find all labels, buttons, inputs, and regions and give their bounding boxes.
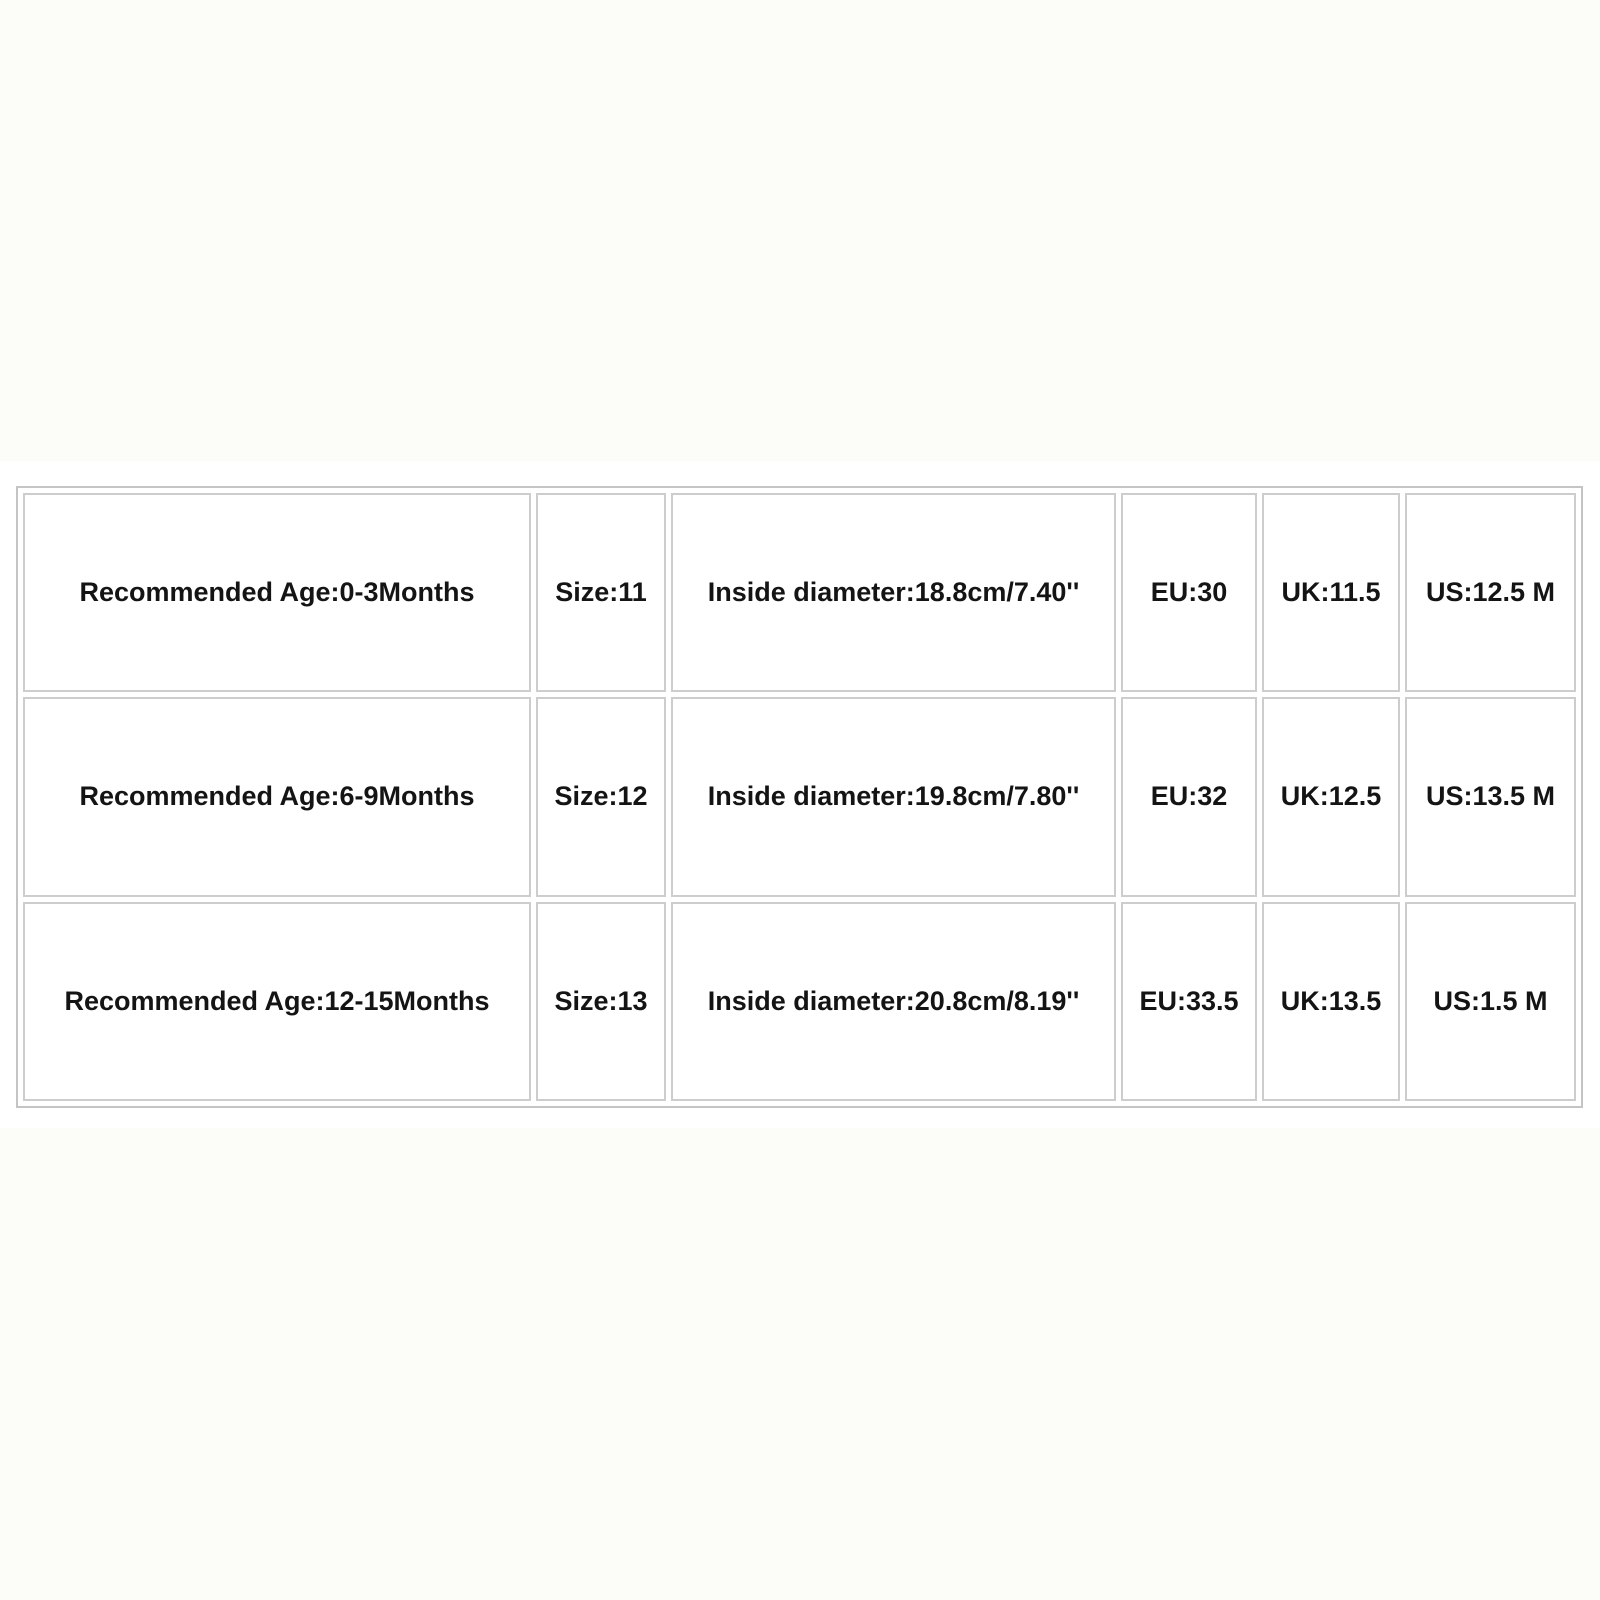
- us-size-cell: US:13.5 M: [1405, 697, 1576, 896]
- eu-size-cell: EU:32: [1121, 697, 1257, 896]
- uk-size-cell: UK:11.5: [1262, 493, 1400, 692]
- eu-size-cell: EU:33.5: [1121, 902, 1257, 1101]
- age-cell: Recommended Age:6-9Months: [23, 697, 531, 896]
- age-cell: Recommended Age:0-3Months: [23, 493, 531, 692]
- us-size-cell: US:12.5 M: [1405, 493, 1576, 692]
- inside-diameter-cell: Inside diameter:20.8cm/8.19'': [671, 902, 1116, 1101]
- size-cell: Size:11: [536, 493, 666, 692]
- inside-diameter-cell: Inside diameter:18.8cm/7.40'': [671, 493, 1116, 692]
- uk-size-cell: UK:12.5: [1262, 697, 1400, 896]
- table-row: [23, 697, 1576, 896]
- size-cell: Size:12: [536, 697, 666, 896]
- eu-size-cell: EU:30: [1121, 493, 1257, 692]
- size-chart-table: [16, 486, 1583, 1108]
- us-size-cell: US:1.5 M: [1405, 902, 1576, 1101]
- table-row: [23, 493, 1576, 692]
- age-cell: Recommended Age:12-15Months: [23, 902, 531, 1101]
- inside-diameter-cell: Inside diameter:19.8cm/7.80'': [671, 697, 1116, 896]
- table-row: [23, 902, 1576, 1101]
- uk-size-cell: UK:13.5: [1262, 902, 1400, 1101]
- size-cell: Size:13: [536, 902, 666, 1101]
